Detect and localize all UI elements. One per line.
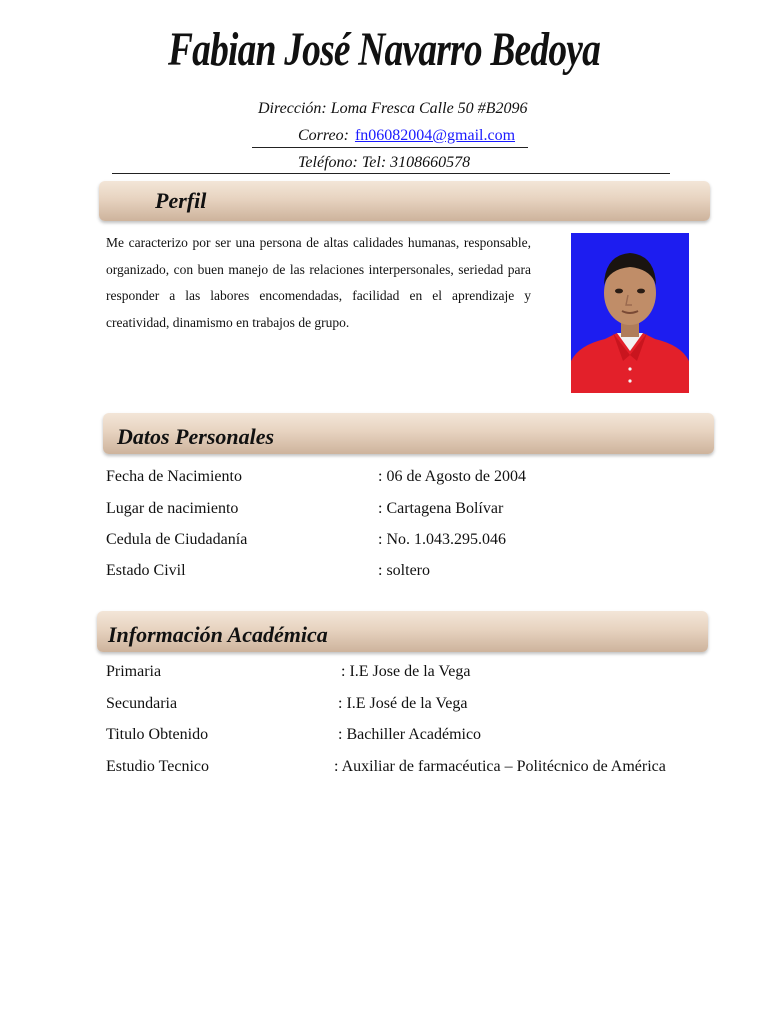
email-underline (252, 147, 528, 148)
personal-label-birthplace: Lugar de nacimiento (106, 500, 239, 517)
personal-label-civil-status: Estado Civil (106, 562, 186, 579)
email-link[interactable]: fn06082004@gmail.com (354, 127, 516, 144)
academic-title: Información Académica (108, 622, 328, 647)
academic-value-primary: : I.E Jose de la Vega (341, 663, 471, 680)
person-portrait-icon (571, 233, 689, 393)
phone-line: Teléfono: Tel: 3108660578 (298, 154, 471, 171)
personal-value-civil-status: : soltero (378, 562, 430, 579)
profile-title: Perfil (155, 188, 207, 213)
personal-label-id: Cedula de Ciudadanía (106, 531, 248, 548)
profile-photo (571, 233, 689, 393)
personal-value-id: : No. 1.043.295.046 (378, 531, 506, 548)
academic-label-technical: Estudio Tecnico (106, 758, 210, 775)
academic-value-secondary: : I.E José de la Vega (338, 695, 468, 712)
candidate-name: Fabian José Navarro Bedoya (167, 23, 601, 76)
email-label: Correo: (298, 127, 349, 144)
academic-label-primary: Primaria (106, 663, 162, 680)
academic-value-technical: : Auxiliar de farmacéutica – Politécnico de América (334, 758, 666, 775)
academic-value-degree: : Bachiller Académico (338, 726, 482, 743)
personal-value-birthdate: : 06 de Agosto de 2004 (378, 468, 526, 485)
academic-label-secondary: Secundaria (106, 695, 178, 712)
personal-label-birthdate: Fecha de Nacimiento (106, 468, 242, 485)
profile-text: Me caracterizo por ser una persona de altas calidades humanas, responsable, organizado, con buen manejo de las relaciones interpersonales, seriedad para responder a las labores encomendadas, facilidad en el aprendizaje y creatividad, dinamismo en trabajos de grupo. (106, 235, 531, 330)
academic-label-degree: Titulo Obtenido (106, 726, 209, 743)
address-line: Dirección: Loma Fresca Calle 50 #B2096 (258, 100, 528, 117)
personal-title: Datos Personales (117, 424, 275, 449)
email-line (298, 127, 515, 145)
header-divider (112, 173, 670, 174)
personal-value-birthplace: : Cartagena Bolívar (378, 500, 504, 517)
